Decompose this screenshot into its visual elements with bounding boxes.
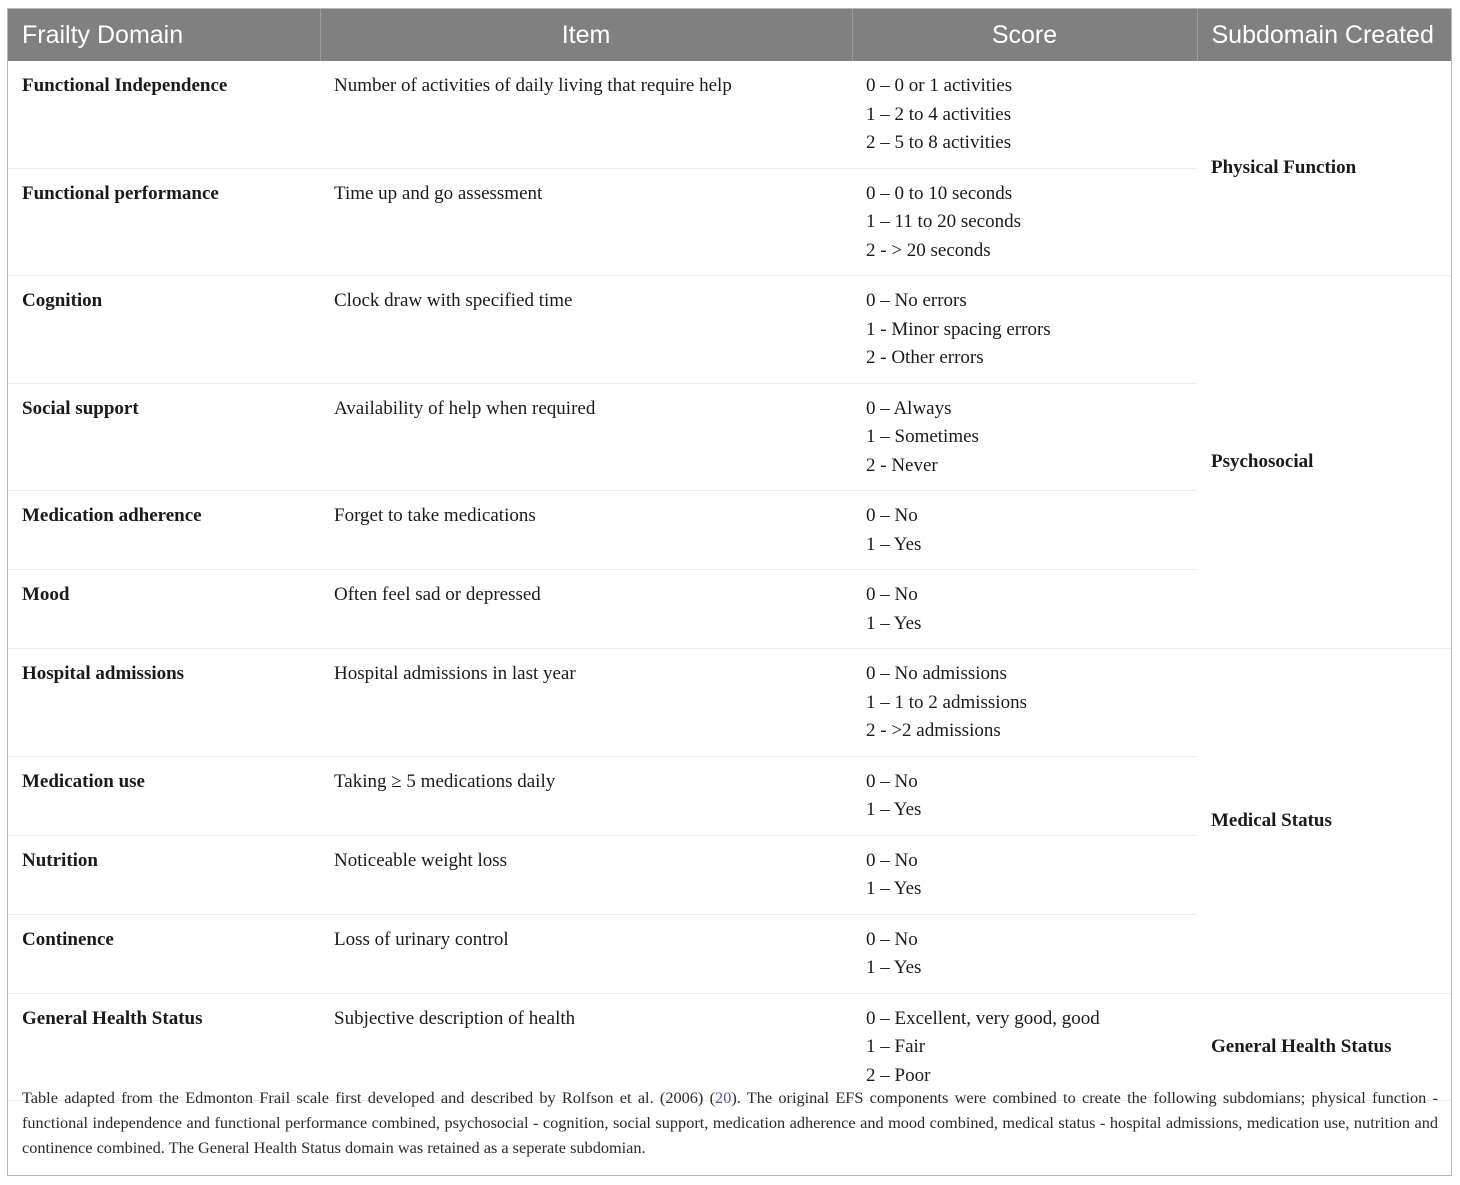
table-frame — [7, 8, 1452, 1176]
score-line: 0 – No — [866, 770, 918, 792]
score-line: 1 – 2 to 4 activities — [866, 103, 1012, 125]
score-line: 1 – 11 to 20 seconds — [866, 211, 1021, 232]
item-cell: Hospital admissions in last year — [320, 649, 852, 757]
score-line: 2 - >2 admissions — [866, 720, 1001, 741]
subdomain-medical-status: Medical Status — [1197, 649, 1451, 994]
score-line: 1 - Minor spacing errors — [866, 318, 1051, 340]
score-cell — [852, 276, 1197, 384]
item-cell: Taking ≥ 5 medications daily — [320, 756, 852, 835]
score-cell — [852, 570, 1197, 649]
table-row — [8, 276, 1451, 384]
score-line: 0 – No errors — [866, 290, 967, 311]
item-cell: Clock draw with specified time — [320, 276, 852, 384]
item-cell: Subjective description of health — [320, 993, 852, 1101]
item-cell: Noticeable weight loss — [320, 835, 852, 914]
item-cell: Forget to take medications — [320, 491, 852, 570]
score-cell — [852, 61, 1197, 168]
domain-cell: Cognition — [8, 276, 320, 384]
score-line: 0 – 0 or 1 activities — [866, 75, 1013, 96]
header-item: Item — [320, 9, 852, 61]
domain-cell: Medication adherence — [8, 491, 320, 570]
table-row — [8, 61, 1451, 168]
score-line: 0 – Always — [866, 397, 952, 419]
score-line: 0 – No — [866, 849, 918, 871]
footnote-text: ). The original EFS components were combined to create the following subdomians; physical function - functional independence and functional performance combined, psychosocial - cognition, social support, medication adherence and mood combined, medical status - hospital admissions, medication use, nutrition and continence combined. The General Health Status domain was retained as a seperate subdomian. — [22, 1088, 1439, 1157]
header-score: Score — [852, 9, 1197, 61]
score-line: 2 - Other errors — [866, 347, 984, 368]
domain-cell: Continence — [8, 914, 320, 993]
score-cell — [852, 914, 1197, 993]
header-subdomain-created: Subdomain Created — [1197, 9, 1451, 61]
score-line: 1 – Yes — [866, 533, 922, 555]
score-cell — [852, 168, 1197, 276]
item-cell: Time up and go assessment — [320, 168, 852, 276]
domain-cell: Functional Independence — [8, 61, 320, 168]
domain-cell: General Health Status — [8, 993, 320, 1101]
item-cell: Number of activities of daily living that require help — [320, 61, 852, 168]
score-line: 0 – No admissions — [866, 663, 1007, 684]
score-line: 1 – Yes — [866, 878, 922, 899]
table-row — [8, 649, 1451, 757]
frailty-table — [8, 9, 1451, 1101]
score-line: 2 - > 20 seconds — [866, 239, 991, 261]
item-cell: Availability of help when required — [320, 383, 852, 491]
score-cell — [852, 649, 1197, 757]
domain-cell: Medication use — [8, 756, 320, 835]
score-line: 1 – Yes — [866, 799, 922, 820]
score-cell — [852, 383, 1197, 491]
subdomain-physical-function: Physical Function — [1197, 61, 1451, 276]
domain-cell: Nutrition — [8, 835, 320, 914]
score-cell — [852, 835, 1197, 914]
score-line: 0 – No — [866, 505, 918, 526]
score-line: 2 – Poor — [866, 1064, 931, 1086]
score-line: 1 – Fair — [866, 1036, 926, 1057]
score-line: 1 – Sometimes — [866, 426, 979, 447]
score-line: 0 – No — [866, 584, 918, 605]
score-line: 0 – 0 to 10 seconds — [866, 182, 1013, 204]
score-line: 1 – 1 to 2 admissions — [866, 691, 1027, 713]
score-line: 0 – Excellent, very good, good — [866, 1007, 1100, 1029]
subdomain-general-health-status: General Health Status — [1197, 993, 1451, 1101]
table-header-row — [8, 9, 1451, 61]
domain-cell: Hospital admissions — [8, 649, 320, 757]
item-cell: Loss of urinary control — [320, 914, 852, 993]
score-cell — [852, 491, 1197, 570]
footnote-text: Table adapted from the Edmonton Frail scale first developed and described by Rolfson et al. (2006) ( — [22, 1088, 716, 1107]
header-frailty-domain: Frailty Domain — [8, 9, 320, 61]
domain-cell: Mood — [8, 570, 320, 649]
item-cell: Often feel sad or depressed — [320, 570, 852, 649]
domain-cell: Social support — [8, 383, 320, 491]
score-cell — [852, 756, 1197, 835]
score-line: 0 – No — [866, 928, 918, 950]
domain-cell: Functional performance — [8, 168, 320, 276]
subdomain-psychosocial: Psychosocial — [1197, 276, 1451, 649]
table-footnote — [22, 1085, 1438, 1160]
score-line: 2 - Never — [866, 454, 938, 476]
score-line: 1 – Yes — [866, 957, 922, 978]
score-line: 2 – 5 to 8 activities — [866, 132, 1012, 153]
reference-link[interactable]: 20 — [715, 1088, 732, 1107]
score-line: 1 – Yes — [866, 612, 922, 634]
